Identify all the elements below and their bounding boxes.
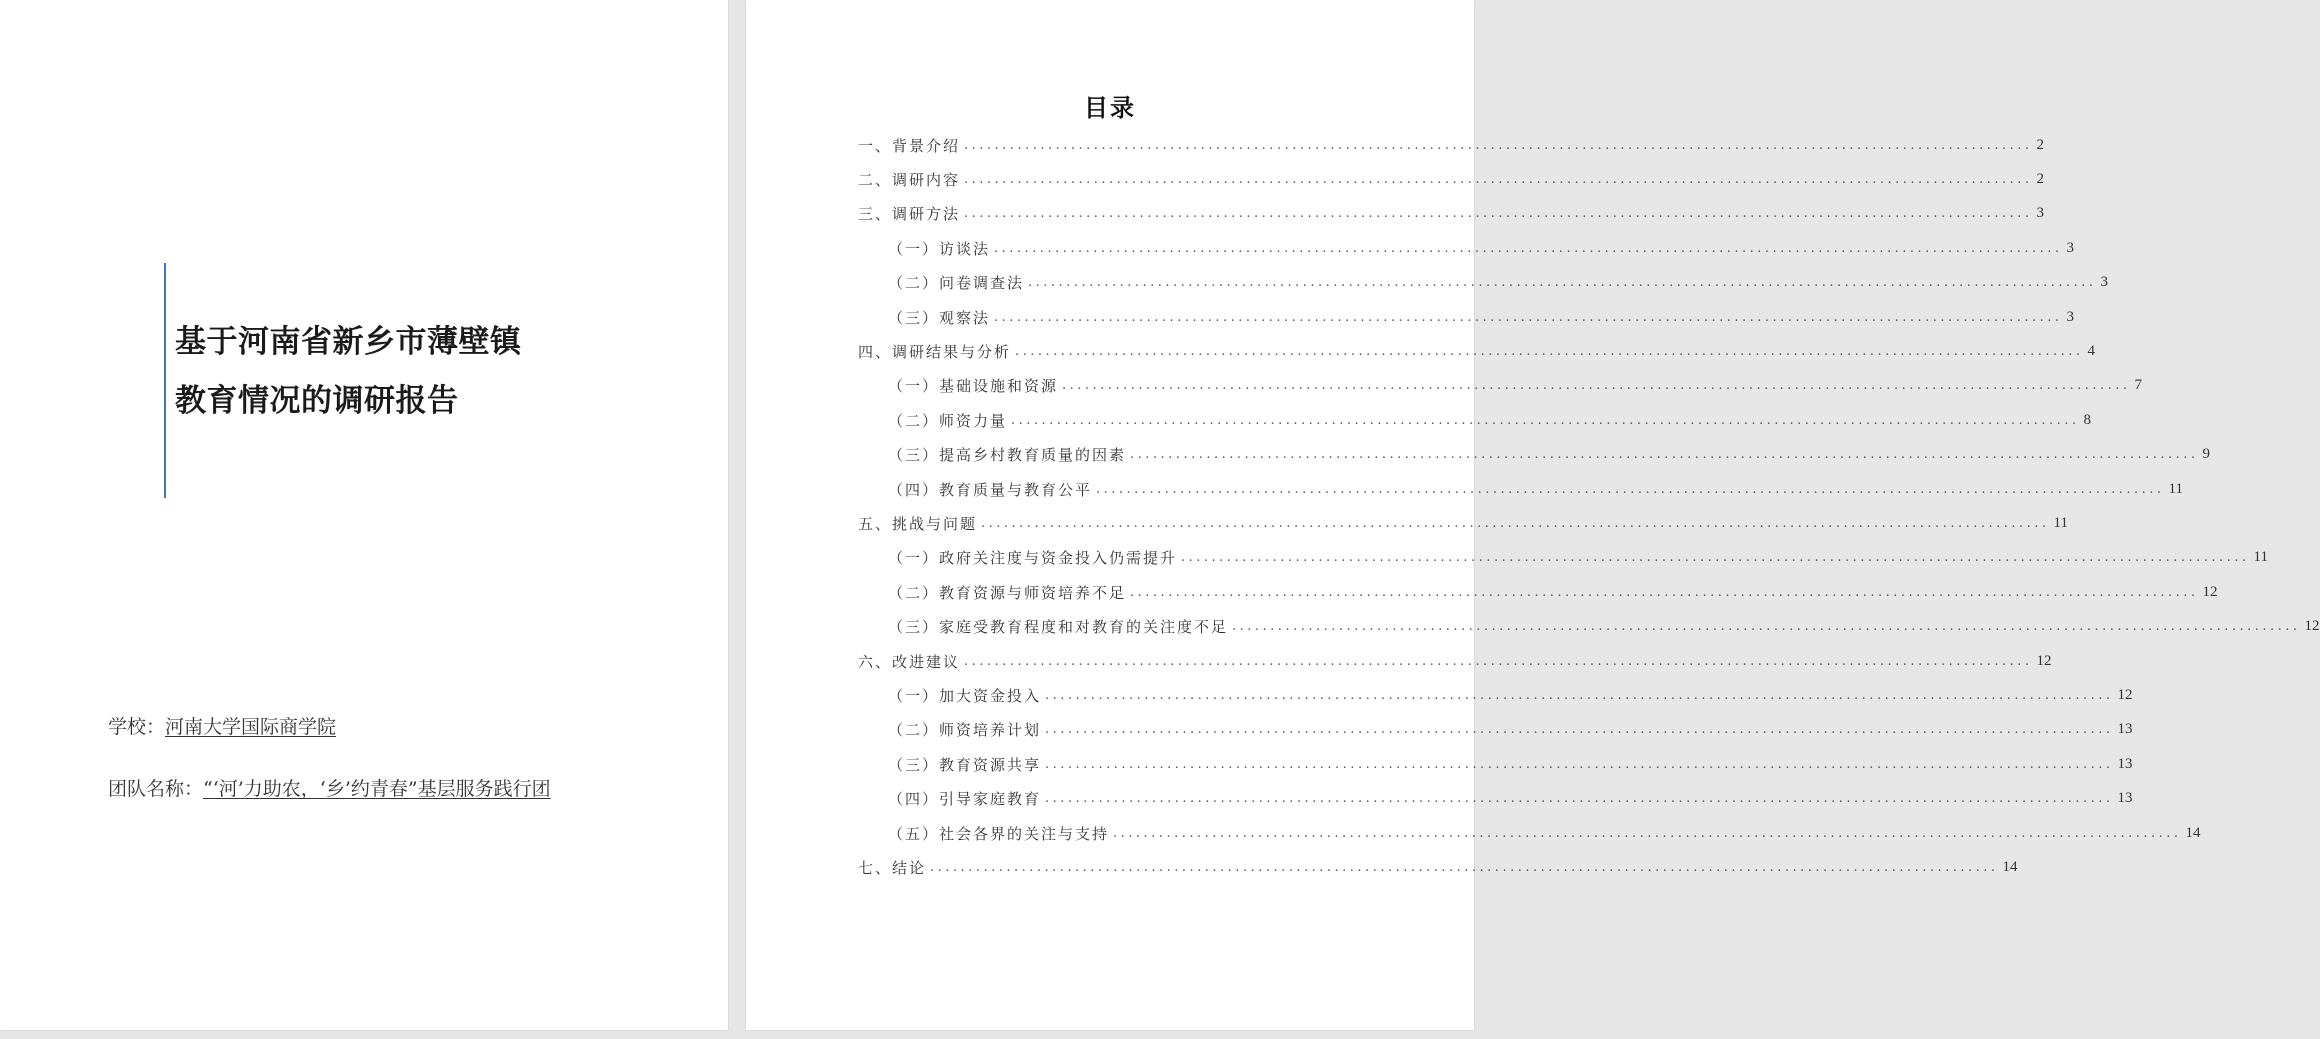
- school-label: 学校：: [108, 716, 166, 738]
- toc-dot-leader: ............................................................................................................................................: [1045, 687, 2114, 703]
- toc-entry[interactable]: [858, 197, 2045, 231]
- toc-entry[interactable]: [858, 575, 2218, 609]
- toc-entry[interactable]: [858, 403, 2092, 437]
- toc-entry[interactable]: [858, 300, 2075, 334]
- toc-dot-leader: ............................................................................................................................................: [964, 206, 2033, 222]
- toc-dot-leader: ............................................................................................................................................: [930, 859, 1999, 875]
- toc-entry[interactable]: [858, 128, 2045, 162]
- toc-entry-title: 七、结论: [858, 858, 927, 877]
- toc-entry-title: 六、改进建议: [858, 652, 961, 671]
- toc-page-number: 11: [2053, 514, 2068, 531]
- toc-entry-title: （一）基础设施和资源: [888, 377, 1059, 396]
- toc-heading: 目录: [1084, 93, 1136, 122]
- toc-page-number: 13: [2117, 721, 2133, 738]
- title-accent-bar: [164, 263, 166, 498]
- toc-dot-leader: ............................................................................................................................................: [1028, 275, 2097, 291]
- toc-entry-title: （一）政府关注度与资金投入仍需提升: [888, 549, 1178, 568]
- toc-page-number: 3: [2036, 205, 2045, 222]
- toc-dot-leader: ............................................................................................................................................: [1130, 447, 2199, 463]
- toc-page-number: 12: [2202, 583, 2218, 600]
- toc-page-number: 3: [2066, 239, 2075, 256]
- toc-list: [858, 128, 2320, 885]
- toc-dot-leader: ............................................................................................................................................: [1015, 344, 2084, 360]
- toc-entry-title: 三、调研方法: [858, 205, 961, 224]
- toc-entry[interactable]: [858, 713, 2133, 747]
- toc-page-number: 7: [2134, 377, 2143, 394]
- toc-entry-title: （三）提高乡村教育质量的因素: [888, 446, 1127, 465]
- toc-dot-leader: ............................................................................................................................................: [1062, 378, 2131, 394]
- toc-entry-title: （四）教育质量与教育公平: [888, 480, 1093, 499]
- toc-page: [746, 0, 2320, 1030]
- toc-page-number: 3: [2100, 274, 2109, 291]
- toc-entry[interactable]: [858, 816, 2201, 850]
- school-value: 河南大学国际商学院: [165, 716, 337, 738]
- toc-page-number: 12: [2117, 686, 2133, 703]
- toc-entry[interactable]: [858, 541, 2268, 575]
- toc-entry-title: （三）观察法: [888, 308, 991, 327]
- toc-page-number: 12: [2036, 652, 2052, 669]
- toc-page-number: 12: [2304, 618, 2320, 635]
- toc-entry[interactable]: [858, 609, 2320, 643]
- toc-entry-title: 五、挑战与问题: [858, 514, 978, 533]
- toc-entry[interactable]: [858, 506, 2068, 540]
- team-row: [108, 774, 551, 801]
- toc-dot-leader: ............................................................................................................................................: [994, 240, 2063, 256]
- toc-entry-title: （二）教育资源与师资培养不足: [888, 583, 1127, 602]
- school-row: [108, 712, 336, 739]
- toc-dot-leader: ............................................................................................................................................: [981, 515, 2050, 531]
- toc-dot-leader: ............................................................................................................................................: [1113, 825, 2182, 841]
- toc-entry[interactable]: [858, 266, 2109, 300]
- toc-entry[interactable]: [858, 231, 2075, 265]
- report-title-line-2: 教育情况的调研报告: [175, 383, 459, 419]
- toc-entry[interactable]: [858, 162, 2045, 196]
- toc-dot-leader: ............................................................................................................................................: [964, 653, 2033, 669]
- toc-page-number: 2: [2036, 136, 2045, 153]
- toc-entry[interactable]: [858, 334, 2096, 368]
- toc-page-number: 14: [2002, 858, 2018, 875]
- toc-dot-leader: ............................................................................................................................................: [1045, 756, 2114, 772]
- toc-dot-leader: ............................................................................................................................................: [1181, 550, 2250, 566]
- toc-page-number: 2: [2036, 171, 2045, 188]
- toc-dot-leader: ............................................................................................................................................: [1045, 722, 2114, 738]
- toc-entry-title: （三）家庭受教育程度和对教育的关注度不足: [888, 618, 1229, 637]
- toc-page-number: 11: [2253, 549, 2268, 566]
- toc-page-number: 11: [2168, 480, 2183, 497]
- toc-entry-title: （一）访谈法: [888, 239, 991, 258]
- toc-entry[interactable]: [858, 678, 2133, 712]
- toc-page-number: 4: [2087, 343, 2096, 360]
- toc-entry-title: 四、调研结果与分析: [858, 343, 1012, 362]
- toc-entry[interactable]: [858, 472, 2183, 506]
- toc-entry[interactable]: [858, 369, 2143, 403]
- toc-entry-title: （四）引导家庭教育: [888, 790, 1042, 809]
- toc-entry[interactable]: [858, 438, 2211, 472]
- toc-entry[interactable]: [858, 781, 2133, 815]
- toc-dot-leader: ............................................................................................................................................: [964, 172, 2033, 188]
- toc-dot-leader: ............................................................................................................................................: [994, 309, 2063, 325]
- toc-entry-title: （二）师资力量: [888, 411, 1008, 430]
- toc-dot-leader: ............................................................................................................................................: [964, 137, 2033, 153]
- toc-dot-leader: ............................................................................................................................................: [1045, 791, 2114, 807]
- toc-page-number: 13: [2117, 790, 2133, 807]
- toc-dot-leader: ............................................................................................................................................: [1011, 412, 2080, 428]
- toc-entry[interactable]: [858, 747, 2133, 781]
- toc-entry-title: 二、调研内容: [858, 171, 961, 190]
- toc-entry-title: （二）问卷调查法: [888, 274, 1025, 293]
- toc-page-number: 14: [2185, 824, 2201, 841]
- toc-entry[interactable]: [858, 850, 2018, 884]
- toc-entry-title: （一）加大资金投入: [888, 686, 1042, 705]
- toc-page-number: 3: [2066, 308, 2075, 325]
- toc-page-number: 9: [2202, 446, 2211, 463]
- toc-entry[interactable]: [858, 644, 2052, 678]
- report-title-line-1: 基于河南省新乡市薄壁镇: [175, 324, 522, 360]
- toc-dot-leader: ............................................................................................................................................: [1232, 619, 2301, 635]
- team-label: 团队名称：: [108, 778, 204, 800]
- toc-page-number: 8: [2083, 411, 2092, 428]
- toc-entry-title: （五）社会各界的关注与支持: [888, 824, 1110, 843]
- toc-entry-title: （二）师资培养计划: [888, 721, 1042, 740]
- toc-entry-title: （三）教育资源共享: [888, 755, 1042, 774]
- toc-page-number: 13: [2117, 755, 2133, 772]
- cover-page: [0, 0, 728, 1030]
- toc-dot-leader: ............................................................................................................................................: [1096, 481, 2165, 497]
- team-value: “‘河’力助农，‘乡’约青春”基层服务践行团: [203, 778, 551, 800]
- toc-dot-leader: ............................................................................................................................................: [1130, 584, 2199, 600]
- toc-entry-title: 一、背景介绍: [858, 136, 961, 155]
